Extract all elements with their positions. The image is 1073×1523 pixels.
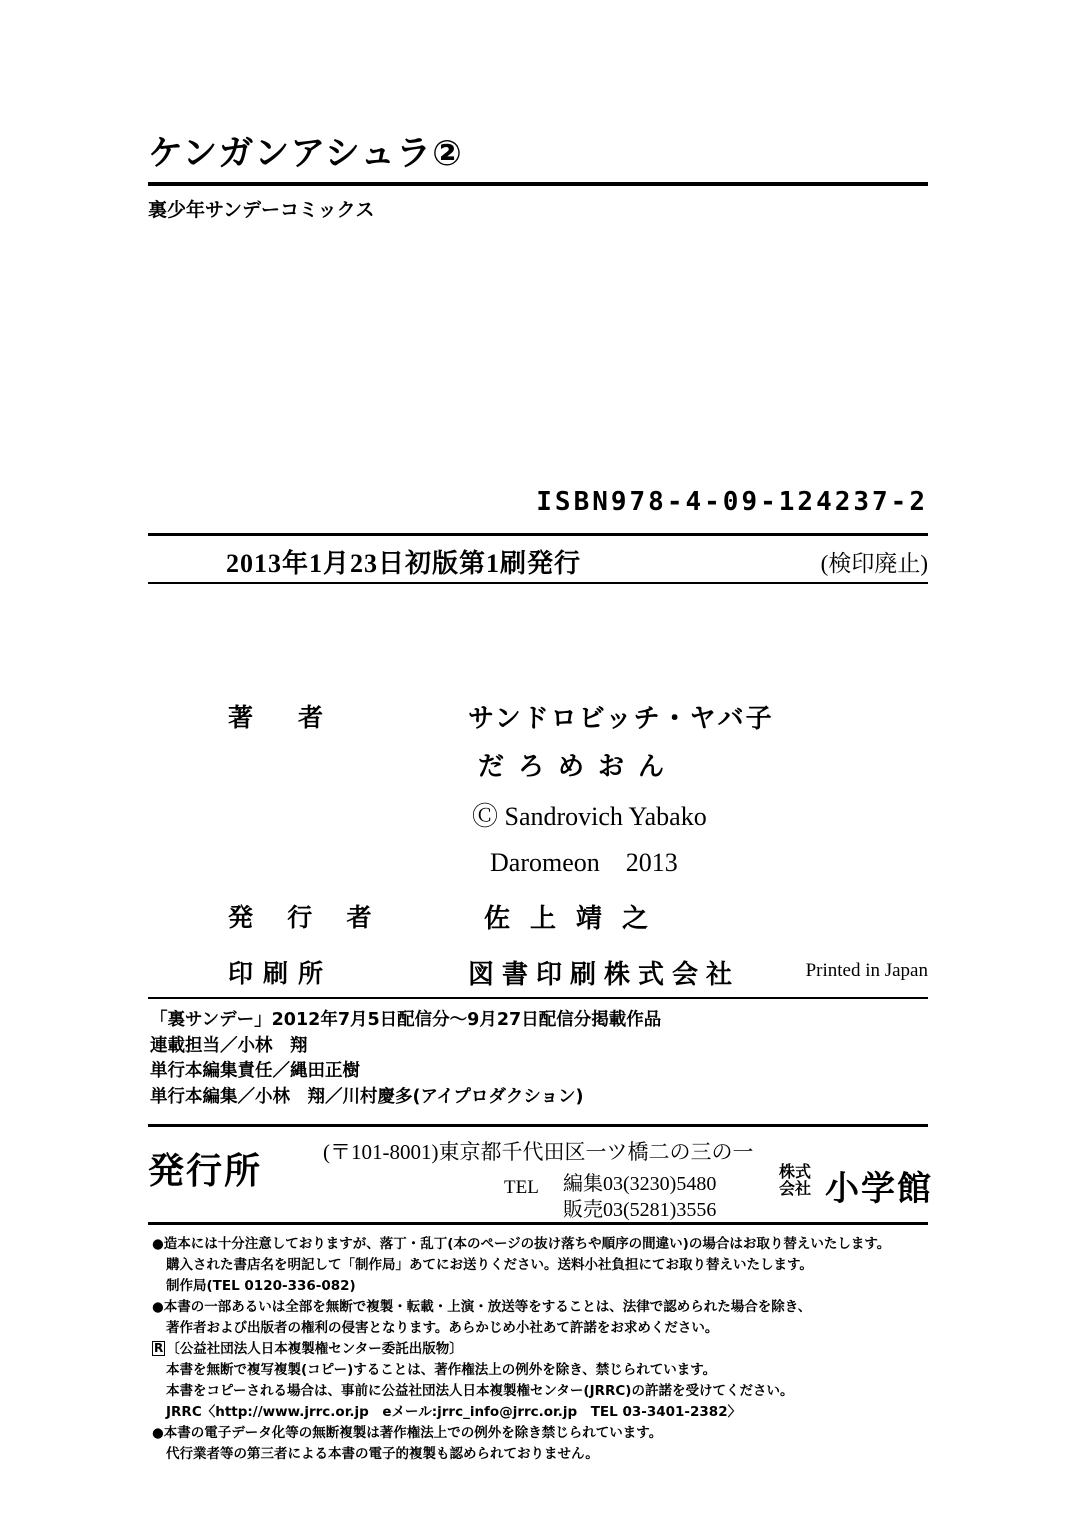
publisher-label: 発行所 xyxy=(148,1151,263,1192)
credit-row xyxy=(148,842,928,898)
title-block xyxy=(148,135,928,222)
isbn-code: ISBN978-4-09-124237-2 xyxy=(536,487,928,517)
staff-line: 単行本編集責任／縄田正樹 xyxy=(150,1061,360,1081)
company-form-line-2: 会社 xyxy=(778,1181,811,1198)
publisher-address: (〒101-8001)東京都千代田区一ツ橋二の三の一 xyxy=(323,1140,754,1164)
legal-line: 購入された書店名を明記して「制作局」あてにお送りください。送料小社負担にてお取り替えいたします。 xyxy=(166,1257,813,1273)
staff-line: 単行本編集／小林 翔／川村慶多(アイプロダクション) xyxy=(150,1086,584,1107)
author-name-secondary: だろめおん xyxy=(478,752,679,781)
credit-row xyxy=(148,698,928,746)
publisher-block xyxy=(148,1131,933,1219)
staff-divider xyxy=(148,1124,928,1127)
staff-line: 連載担当／小林 翔 xyxy=(150,1035,308,1056)
page-title: ケンガンアシュラ② xyxy=(148,134,463,174)
company-form-line-1: 株式 xyxy=(778,1164,811,1181)
author-label: 著 者 xyxy=(228,705,334,732)
company-form-prefix xyxy=(779,1164,811,1198)
staff-line: 「裏サンデー」2012年7月5日配信分〜9月27日配信分掲載作品 xyxy=(150,1010,662,1030)
seal-abolished-note: (検印廃止) xyxy=(820,551,928,576)
isbn-divider xyxy=(148,533,928,536)
telephone-label: TEL xyxy=(504,1177,539,1198)
copyright-line-2: Daromeon 2013 xyxy=(490,848,678,877)
credit-row xyxy=(148,746,928,796)
credits-divider xyxy=(148,997,928,999)
legal-line: ●本書の電子データ化等の無断複製は著作権法上での例外を除き禁じられています。 xyxy=(152,1425,663,1441)
legal-line-with-r-mark xyxy=(152,1339,942,1360)
legal-line: 本書を無断で複写複製(コピー)することは、著作権法上の例外を除き、禁じられています。 xyxy=(166,1362,717,1378)
telephone-sales: 販売03(5281)3556 xyxy=(563,1199,717,1221)
legal-line: 著作者および出版者の権利の侵害となります。あらかじめ小社あて許諾をお求めください。 xyxy=(166,1320,719,1336)
legal-line: 制作局(TEL 0120-336-082) xyxy=(166,1278,356,1294)
publisher-person-name: 佐上靖之 xyxy=(484,904,669,933)
credit-row xyxy=(148,796,928,842)
telephone-editorial: 編集03(3230)5480 xyxy=(563,1173,717,1195)
publisher-divider xyxy=(148,1222,928,1225)
author-name-primary: サンドロビッチ・ヤバ子 xyxy=(468,704,774,733)
title-divider xyxy=(148,182,928,186)
publication-date-row xyxy=(148,543,928,579)
printer-name: 図書印刷株式会社 xyxy=(468,960,741,989)
legal-line: 〔公益社団法人日本複製権センター委託出版物〕 xyxy=(166,1341,463,1357)
copyright-line-1: Ⓒ Sandrovich Yabako xyxy=(472,802,707,831)
printer-label: 印刷所 xyxy=(228,961,334,988)
legal-notices xyxy=(152,1234,942,1465)
credits-block xyxy=(148,698,928,1000)
legal-line: ●造本には十分注意しておりますが、落丁・乱丁(本のページの抜け落ちや順序の間違い)の場合はお取り替えいたします。 xyxy=(152,1236,891,1252)
legal-line: JRRC〈http://www.jrrc.or.jp eメール:jrrc_info@jrrc.or.jp TEL 03-3401-2382〉 xyxy=(166,1404,742,1420)
legal-line: 代行業者等の第三者による本書の電子的複製も認められておりません。 xyxy=(166,1446,599,1462)
legal-line: 本書をコピーされる場合は、事前に公益社団法人日本複製権センター(JRRC)の許諾を受けてください。 xyxy=(166,1383,794,1399)
publication-date: 2013年1月23日初版第1刷発行 xyxy=(226,549,582,578)
publication-divider xyxy=(148,582,928,584)
publisher-person-label: 発 行 者 xyxy=(228,905,386,932)
legal-line: ●本書の一部あるいは全部を無断で複製・転載・上演・放送等をすることは、法律で認められた場合を除き、 xyxy=(152,1299,812,1315)
staff-block xyxy=(150,1008,940,1110)
reproduction-rights-mark: R xyxy=(154,1341,164,1355)
series-label: 裏少年サンデーコミックス xyxy=(148,198,375,221)
printed-in-japan: Printed in Japan xyxy=(805,960,928,981)
credit-row xyxy=(148,898,928,954)
company-name: 小学館 xyxy=(825,1171,933,1208)
